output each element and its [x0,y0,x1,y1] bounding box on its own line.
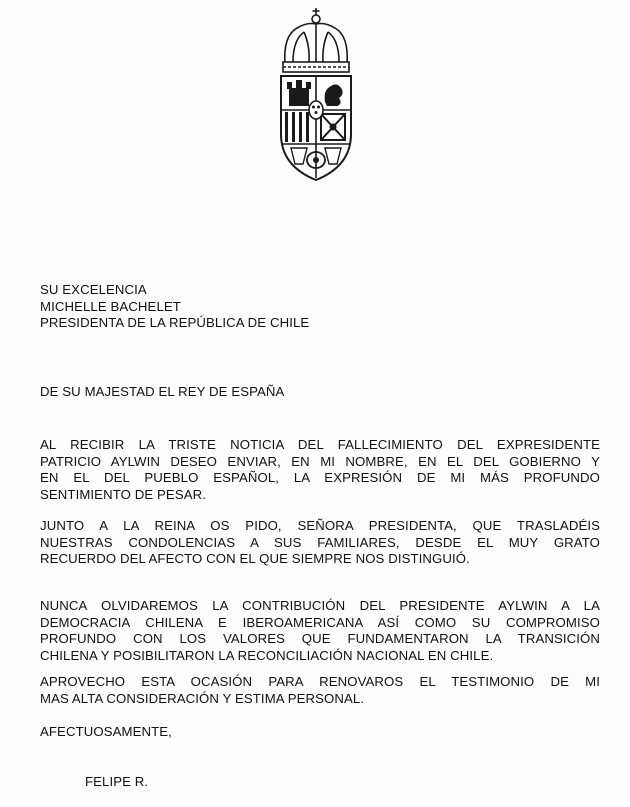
paragraph-line: CHILENA Y POSIBILITARON LA RECONCILIACIÓN NACIONAL EN CHILE. [40,647,494,663]
address-line: MICHELLE BACHELET [40,298,181,314]
paragraph-line: MAS ALTA CONSIDERACIÓN Y ESTIMA PERSONAL. [40,690,365,706]
paragraph-line: AL RECIBIR LA TRISTE NOTICIA DEL FALLECIMIENTO DEL EXPRESIDENTE [40,437,600,452]
paragraph-line: SENTIMIENTO DE PESAR. [40,486,206,502]
paragraph-line: RECUERDO DEL AFECTO CON EL QUE SIEMPRE NOS DISTINGUIÓ. [40,551,470,566]
address-line: PRESIDENTA DE LA REPÚBLICA DE CHILE [40,315,310,330]
closing-text: AFECTUOSAMENTE, [40,724,172,739]
paragraph-line: NUESTRAS CONDOLENCIAS A SUS FAMILIARES, DESDE EL MUY GRATO [40,534,600,550]
paragraph-line: PATRICIO AYLWIN DESEO ENVIAR, EN MI NOMBRE, EN EL DEL GOBIERNO Y [40,453,600,469]
paragraph-line: NUNCA OLVIDAREMOS LA CONTRIBUCIÓN DEL PRESIDENTE AYLWIN A LA [40,598,600,613]
paragraph-line: PROFUNDO CON LOS VALORES QUE FUNDAMENTARON LA TRANSICIÓN [40,631,600,646]
paragraph-line: DEMOCRACIA CHILENA E IBEROAMERICANA ASÍ COMO SU COMPROMISO [40,614,600,630]
from-text: DE SU MAJESTAD EL REY DE ESPAÑA [40,384,285,399]
recipient-address [40,282,600,332]
paragraph-line: JUNTO A LA REINA OS PIDO, SEÑORA PRESIDENTA, QUE TRASLADÉIS [40,518,600,533]
signature-text: FELIPE R. [85,774,149,789]
paragraph-line: EN EL DEL PUEBLO ESPAÑOL, LA EXPRESIÓN DE MI MÁS PROFUNDO [40,470,600,485]
address-line: SU EXCELENCIA [40,282,147,297]
body-paragraph-2 [40,518,600,568]
body-paragraph-4 [40,674,600,707]
sender-line [40,384,600,401]
closing [40,724,600,741]
signature [85,774,630,791]
body-paragraph-3 [40,598,600,664]
royal-coat-of-arms-icon [267,6,365,186]
paragraph-line: APROVECHO ESTA OCASIÓN PARA RENOVAROS EL TESTIMONIO DE MI [40,674,600,689]
body-paragraph-1 [40,437,600,503]
